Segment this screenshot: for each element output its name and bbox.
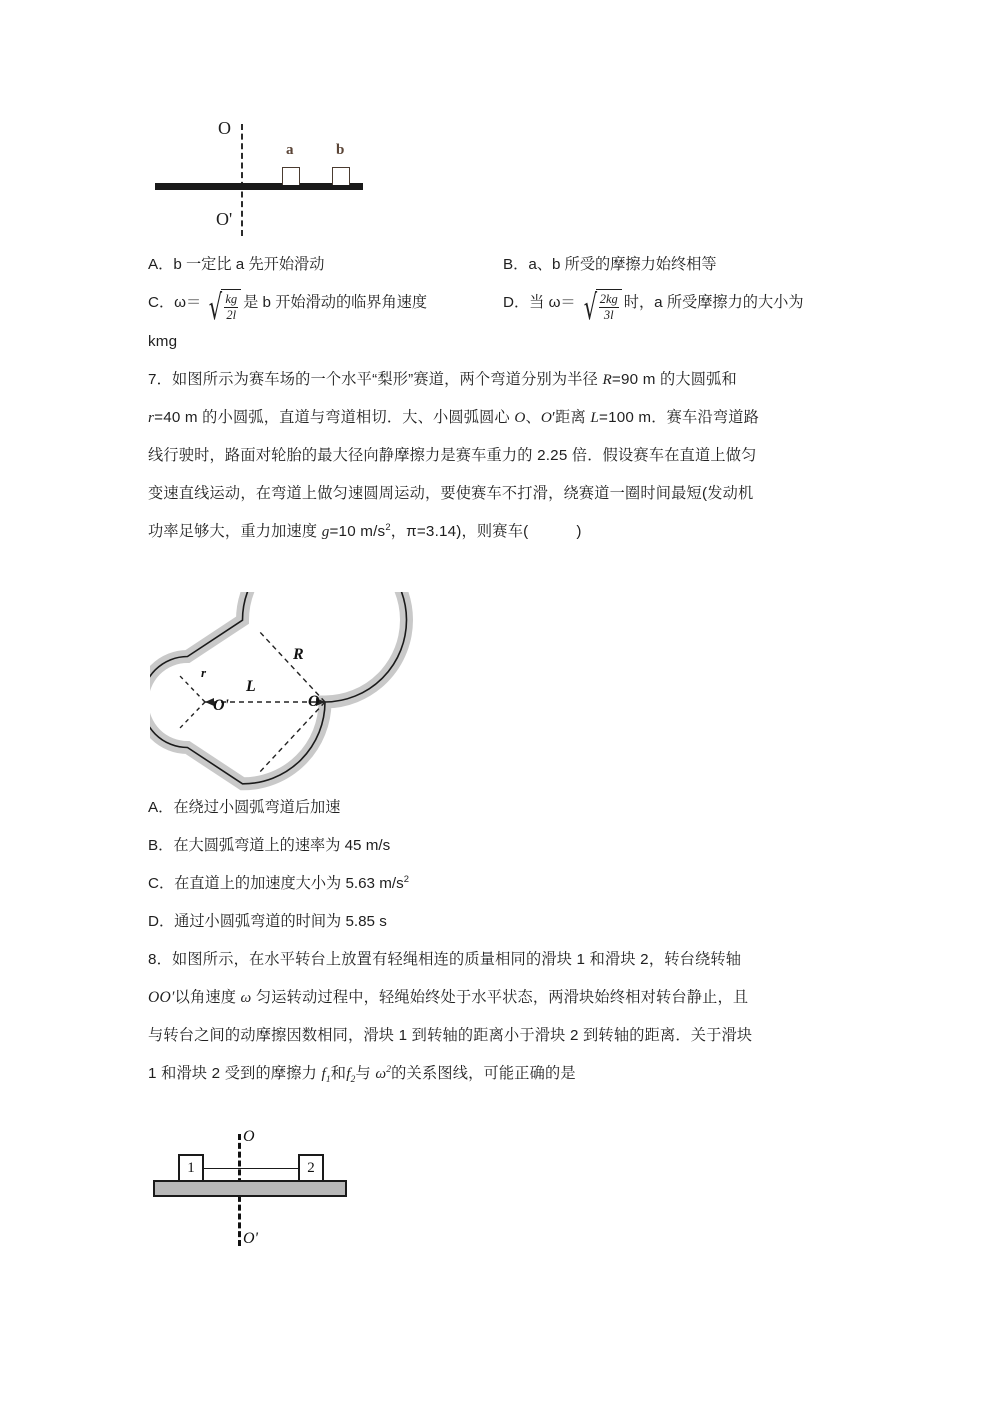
q8-symbol-OO: OO: [148, 989, 171, 1006]
q6-option-a-text: b 一定比 a 先开始滑动: [173, 256, 325, 273]
q6-option-d-continuation: kmg: [148, 333, 178, 350]
q7-line5-part2: =10 m/s: [329, 523, 386, 540]
q7-option-c-text: 在直道上的加速度大小为 5.63 m/s: [174, 875, 404, 892]
radius-r-label: r: [201, 665, 207, 680]
q7-stem-line-5: [148, 513, 860, 551]
q7-unit-exponent: 2: [385, 520, 391, 532]
q7-line5-close-paren: ): [576, 523, 582, 540]
q6-option-d-prefix: D．: [503, 294, 530, 311]
q7-option-d-prefix: D．: [148, 913, 175, 930]
center-O-prime-label: O': [213, 697, 229, 714]
distance-L-label: L: [246, 678, 256, 695]
track-outer-band: [150, 592, 406, 784]
q8-line4-part3: 与: [355, 1065, 376, 1082]
connecting-rope: [187, 1168, 307, 1169]
q7-line2-part2: ′距离: [552, 409, 591, 426]
q7-option-d-text: 通过小圆弧弯道的时间为 5.85 s: [174, 913, 387, 930]
q7-line1-part1: 7．如图所示为赛车场的一个水平“梨形”赛道，两个弯道分别为半径: [148, 371, 603, 388]
figure-pear-shaped-racetrack: [150, 592, 430, 807]
q8-line2-part1: 以角速度: [174, 989, 241, 1006]
q8-symbol-f2-subscript: 2: [350, 1075, 356, 1086]
q7-line2-sep: 、: [525, 409, 541, 426]
fraction-denominator: 2l: [226, 307, 237, 322]
q7-symbol-L: L: [590, 409, 599, 426]
q6-option-a-prefix: A．: [148, 256, 174, 273]
q8-symbol-omega-2: ω: [375, 1065, 387, 1082]
q7-line5-part1: 功率足够大，重力加速度: [148, 523, 322, 540]
fraction: [596, 289, 622, 323]
q6-option-b-text: a、b 所受的摩擦力始终相等: [528, 256, 717, 273]
q8-line4-part1: 1 和滑块 2 受到的摩擦力: [148, 1065, 322, 1082]
q7-line1-part2: =90 m 的大圆弧和: [611, 371, 737, 388]
block-a-label: a: [286, 142, 294, 158]
q8-symbol-f2: f: [346, 1065, 351, 1082]
q8-symbol-f1: f: [321, 1065, 326, 1082]
q7-option-a-text: 在绕过小圆弧弯道后加速: [173, 799, 341, 816]
q8-symbol-omega: ω: [240, 989, 252, 1006]
center-O-label: O: [308, 693, 320, 710]
turntable-axis-label-O: O: [243, 1128, 255, 1145]
q6-option-d: [503, 284, 860, 329]
q6-option-d-tail: 时，a 所受摩擦力的大小为: [623, 294, 804, 311]
q6-option-c: [148, 284, 503, 329]
q6-option-b: [503, 246, 860, 284]
q7-option-b: [148, 827, 860, 865]
q7-option-c-prefix: C．: [148, 875, 175, 892]
q7-option-c-exponent: 2: [403, 872, 409, 884]
block-1: 1: [178, 1154, 204, 1182]
racetrack-svg: [150, 592, 430, 807]
q6-option-row-cd: [148, 284, 860, 329]
q8-line4-part4: 的关系图线，可能正确的是: [391, 1065, 576, 1082]
figure-turntable-with-blocks: [150, 1128, 390, 1262]
fraction-numerator: 2kg: [599, 291, 618, 306]
q6-option-c-sqrt-expression: [203, 288, 241, 329]
q8-line4-part2: 和: [330, 1065, 347, 1082]
block-b-label: b: [336, 142, 345, 158]
axis-label-O: O: [218, 118, 231, 138]
q7-option-c: [148, 865, 860, 903]
turntable-surface: [153, 1180, 347, 1197]
q6-option-b-prefix: B．: [503, 256, 529, 273]
q7-option-b-text: 在大圆弧弯道上的速率为 45 m/s: [173, 837, 391, 854]
q6-option-d-lead: 当 ω＝: [529, 294, 576, 311]
q8-symbol-prime: ′: [170, 989, 175, 1006]
q6-option-c-lead: ω＝: [174, 294, 202, 311]
q7-symbol-O-prime: O: [540, 409, 553, 426]
radical-sign-icon: √: [208, 288, 223, 329]
turntable-axis-label-O-prime: O': [243, 1230, 258, 1247]
q7-line5-part3: ，π=3.14)，则赛车(: [390, 523, 529, 540]
q8-stem-line-2: [148, 979, 860, 1017]
q7-option-b-prefix: B．: [148, 837, 174, 854]
q6-option-row-ab: [148, 246, 860, 284]
axis-label-O-prime: O': [216, 209, 233, 229]
q7-stem-line-3: 线行驶时，路面对轮胎的最大径向静摩擦力是赛车重力的 2.25 倍．假设赛车在直道上做匀: [148, 447, 757, 464]
q6-option-c-prefix: C．: [148, 294, 175, 311]
q7-option-a-prefix: A．: [148, 799, 174, 816]
q6-option-d-sqrt-expression: [578, 288, 622, 329]
q8-stem-line-3: 与转台之间的动摩擦因数相同，滑块 1 到转轴的距离小于滑块 2 到转轴的距离．关于滑块: [148, 1027, 753, 1044]
q7-stem-line-1: [148, 361, 860, 399]
q7-line2-part3: =100 m．赛车沿弯道路: [599, 409, 759, 426]
block-2: 2: [298, 1154, 324, 1182]
fraction: [221, 289, 241, 323]
dashed-line-R-upper-radius: [258, 630, 325, 702]
dashed-line-r-lower-radius: [180, 702, 205, 728]
q6-option-c-tail: 是 b 开始滑动的临界角速度: [243, 294, 428, 311]
q8-stem-line-4: [148, 1055, 860, 1093]
radical-sign-icon: √: [583, 288, 597, 329]
q8-stem-line-1: 8．如图所示，在水平转台上放置有轻绳相连的质量相同的滑块 1 和滑块 2，转台绕转轴: [148, 951, 742, 968]
q8-line2-part2: 匀运转动过程中，轻绳始终处于水平状态，两滑块始终相对转台静止，且: [251, 989, 749, 1006]
q8-symbol-omega-exponent: 2: [386, 1064, 392, 1075]
q7-symbol-g: g: [321, 523, 330, 540]
q7-line2-part1: =40 m 的小圆弧，直道与弯道相切．大、小圆弧圆心: [154, 409, 515, 426]
fraction-numerator: kg: [225, 291, 238, 306]
radius-R-label: R: [293, 646, 304, 663]
q7-stem-line-2: [148, 399, 860, 437]
q7-symbol-O: O: [514, 409, 526, 426]
q7-symbol-R: R: [602, 371, 612, 388]
q7-option-d: [148, 903, 860, 941]
q8-symbol-f1-subscript: 1: [325, 1075, 331, 1086]
q6-option-a: [148, 246, 503, 284]
text-content: [148, 0, 860, 1093]
fraction-denominator: 3l: [603, 307, 614, 322]
q7-symbol-r: r: [148, 409, 155, 426]
q7-stem-line-4: 变速直线运动，在弯道上做匀速圆周运动，要使赛车不打滑，绕赛道一圈时间最短(发动机: [148, 485, 754, 502]
